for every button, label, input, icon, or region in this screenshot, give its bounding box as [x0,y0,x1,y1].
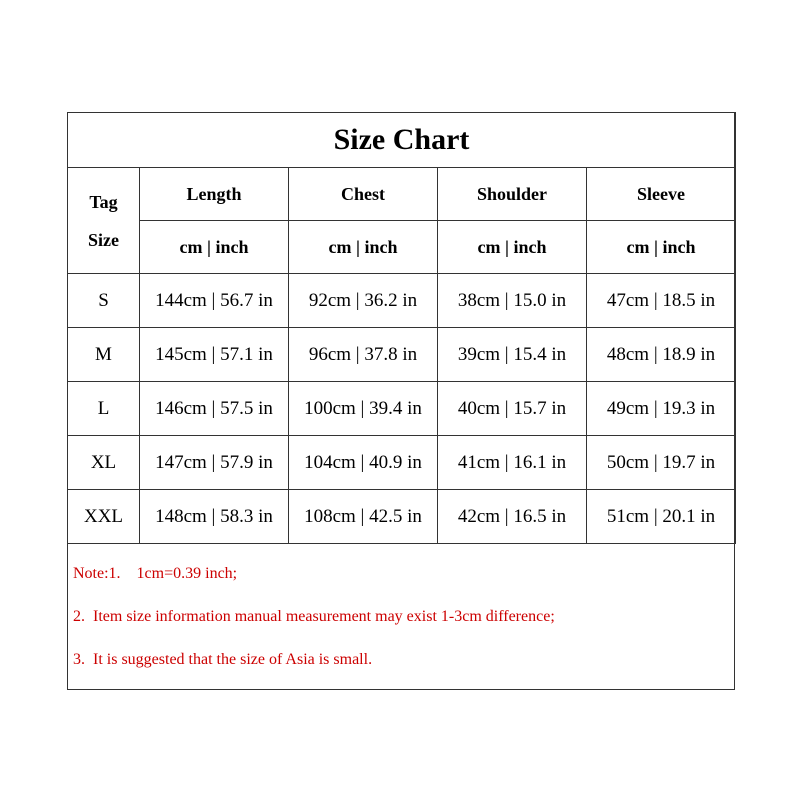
note-2: 2. Item size information manual measurement may exist 1-3cm difference; [73,608,555,625]
tag-header-line-1: Tag [89,191,118,212]
sleeve-value: 47cm | 18.5 in [587,274,736,328]
length-value: 144cm | 56.7 in [140,274,289,328]
chest-value: 100cm | 39.4 in [289,382,438,436]
table-row [68,274,736,328]
sleeve-value: 50cm | 19.7 in [587,436,736,490]
shoulder-value: 42cm | 16.5 in [438,490,587,544]
sleeve-value: 51cm | 20.1 in [587,490,736,544]
column-header-sleeve: Sleeve [587,168,736,221]
length-value: 148cm | 58.3 in [140,490,289,544]
length-value: 147cm | 57.9 in [140,436,289,490]
tag-header-line-2: Size [88,229,119,250]
chart-title: Size Chart [68,113,736,168]
chest-value: 104cm | 40.9 in [289,436,438,490]
table-row [68,490,736,544]
chest-value: 96cm | 37.8 in [289,328,438,382]
chest-value: 108cm | 42.5 in [289,490,438,544]
size-label: XXL [68,490,140,544]
size-table [67,112,736,544]
sleeve-value: 49cm | 19.3 in [587,382,736,436]
length-value: 146cm | 57.5 in [140,382,289,436]
note-1: Note:1. 1cm=0.39 inch; [73,565,238,582]
column-header-length: Length [140,168,289,221]
unit-header-sleeve: cm | inch [587,221,736,274]
column-header-shoulder: Shoulder [438,168,587,221]
table-row [68,328,736,382]
unit-header-chest: cm | inch [289,221,438,274]
unit-header-shoulder: cm | inch [438,221,587,274]
chest-value: 92cm | 36.2 in [289,274,438,328]
header-row [68,168,736,221]
unit-header-length: cm | inch [140,221,289,274]
column-header-chest: Chest [289,168,438,221]
size-chart [67,112,735,690]
length-value: 145cm | 57.1 in [140,328,289,382]
size-label: L [68,382,140,436]
sleeve-value: 48cm | 18.9 in [587,328,736,382]
shoulder-value: 38cm | 15.0 in [438,274,587,328]
title-row [68,113,736,168]
size-label: XL [68,436,140,490]
shoulder-value: 40cm | 15.7 in [438,382,587,436]
size-label: M [68,328,140,382]
tag-size-header [68,168,140,274]
table-row [68,382,736,436]
units-row [68,221,736,274]
size-label: S [68,274,140,328]
table-row [68,436,736,490]
shoulder-value: 41cm | 16.1 in [438,436,587,490]
note-3: 3. It is suggested that the size of Asia is small. [73,651,373,668]
shoulder-value: 39cm | 15.4 in [438,328,587,382]
